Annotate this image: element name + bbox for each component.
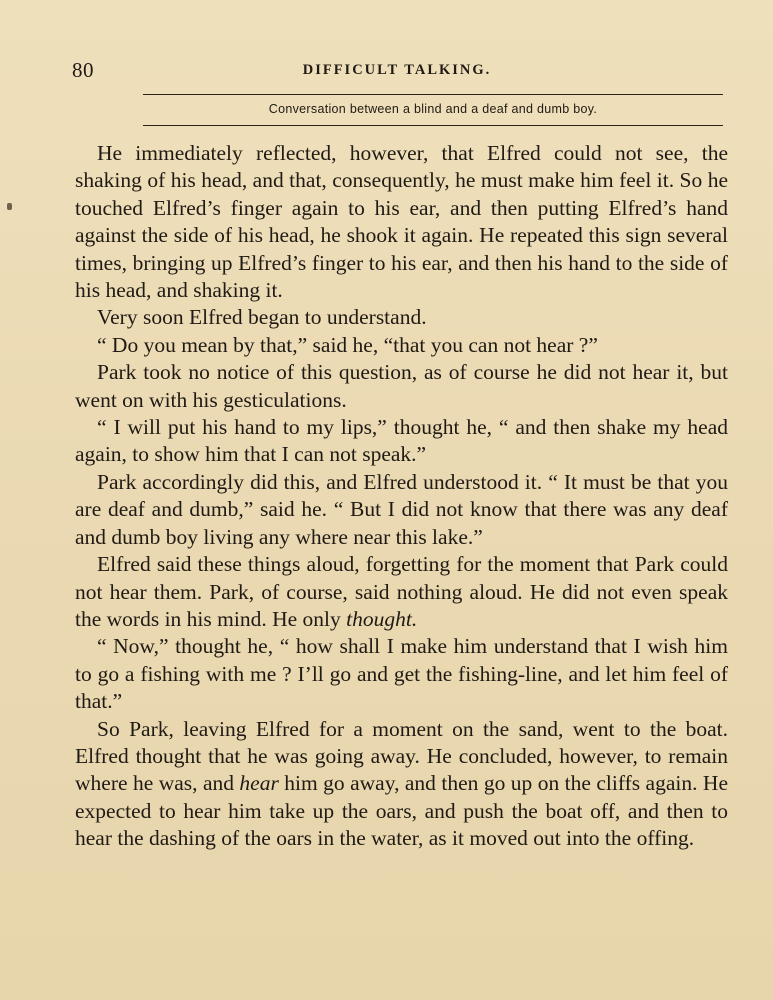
running-head: DIFFICULT TALKING. [302,62,492,78]
page-number: 80 [72,58,94,82]
caption-rule-top [143,94,723,95]
paragraph-text: Elfred said these things aloud, forgetting for the moment that Park could not hear them. Park, of course, said nothing aloud. He did not even speak the words in his mind. He only [75,552,728,631]
paragraph: Very soon Elfred began to understand. [97,305,427,330]
paragraph: “ Now,” thought he, “ how shall I make him understand that I wish him to go a fishing with me ? I’ll go and get the fishing-line, and let him feel of that.” [75,634,728,714]
margin-speck [7,203,12,210]
paragraph: He immediately reflected, however, that Elfred could not see, the shaking of his head, and that, consequently, he must make him feel it. So he touched Elfred’s finger again to his ear, and then putting Elfred’s hand against the side of his head, he shook it again. He repeated this sign several times, bringing up Elfred’s finger to his ear, and then his hand to the side of his head, and shaking it. [75,141,728,303]
paragraph: Park took no notice of this question, as of course he did not hear it, but went on with his gesticulations. [75,360,728,412]
page-header [72,58,722,88]
illustration-caption: Conversation between a blind and a deaf and dumb boy. [268,102,598,116]
italic-text: hear [239,771,279,796]
body-text [75,140,728,853]
paragraph-text: So Park, leaving Elfred for a moment on the sand, went to the boat. Elfred thought that he was going away. He concluded, however, to remain where he was, and [75,716,728,796]
caption-rule-bottom [143,125,723,126]
paragraph: Park accordingly did this, and Elfred understood it. “ It must be that you are deaf and dumb,” said he. “ But I did not know that there was any deaf and dumb boy living any where near this lake.” [75,469,728,549]
paragraph: “ Do you mean by that,” said he, “that you can not hear ?” [97,332,598,357]
italic-text: thought. [346,606,418,631]
paragraph: “ I will put his hand to my lips,” thought he, “ and then shake my head again, to show him that I can not speak.” [75,415,728,467]
paragraph [75,551,728,633]
paragraph [75,716,728,853]
paragraph-text: him go away, and then go up on the cliffs again. He expected to hear him take up the oars, and push the boat off, and then to hear the dashing of the oars in the water, as it moved out into the offing. [75,771,728,851]
